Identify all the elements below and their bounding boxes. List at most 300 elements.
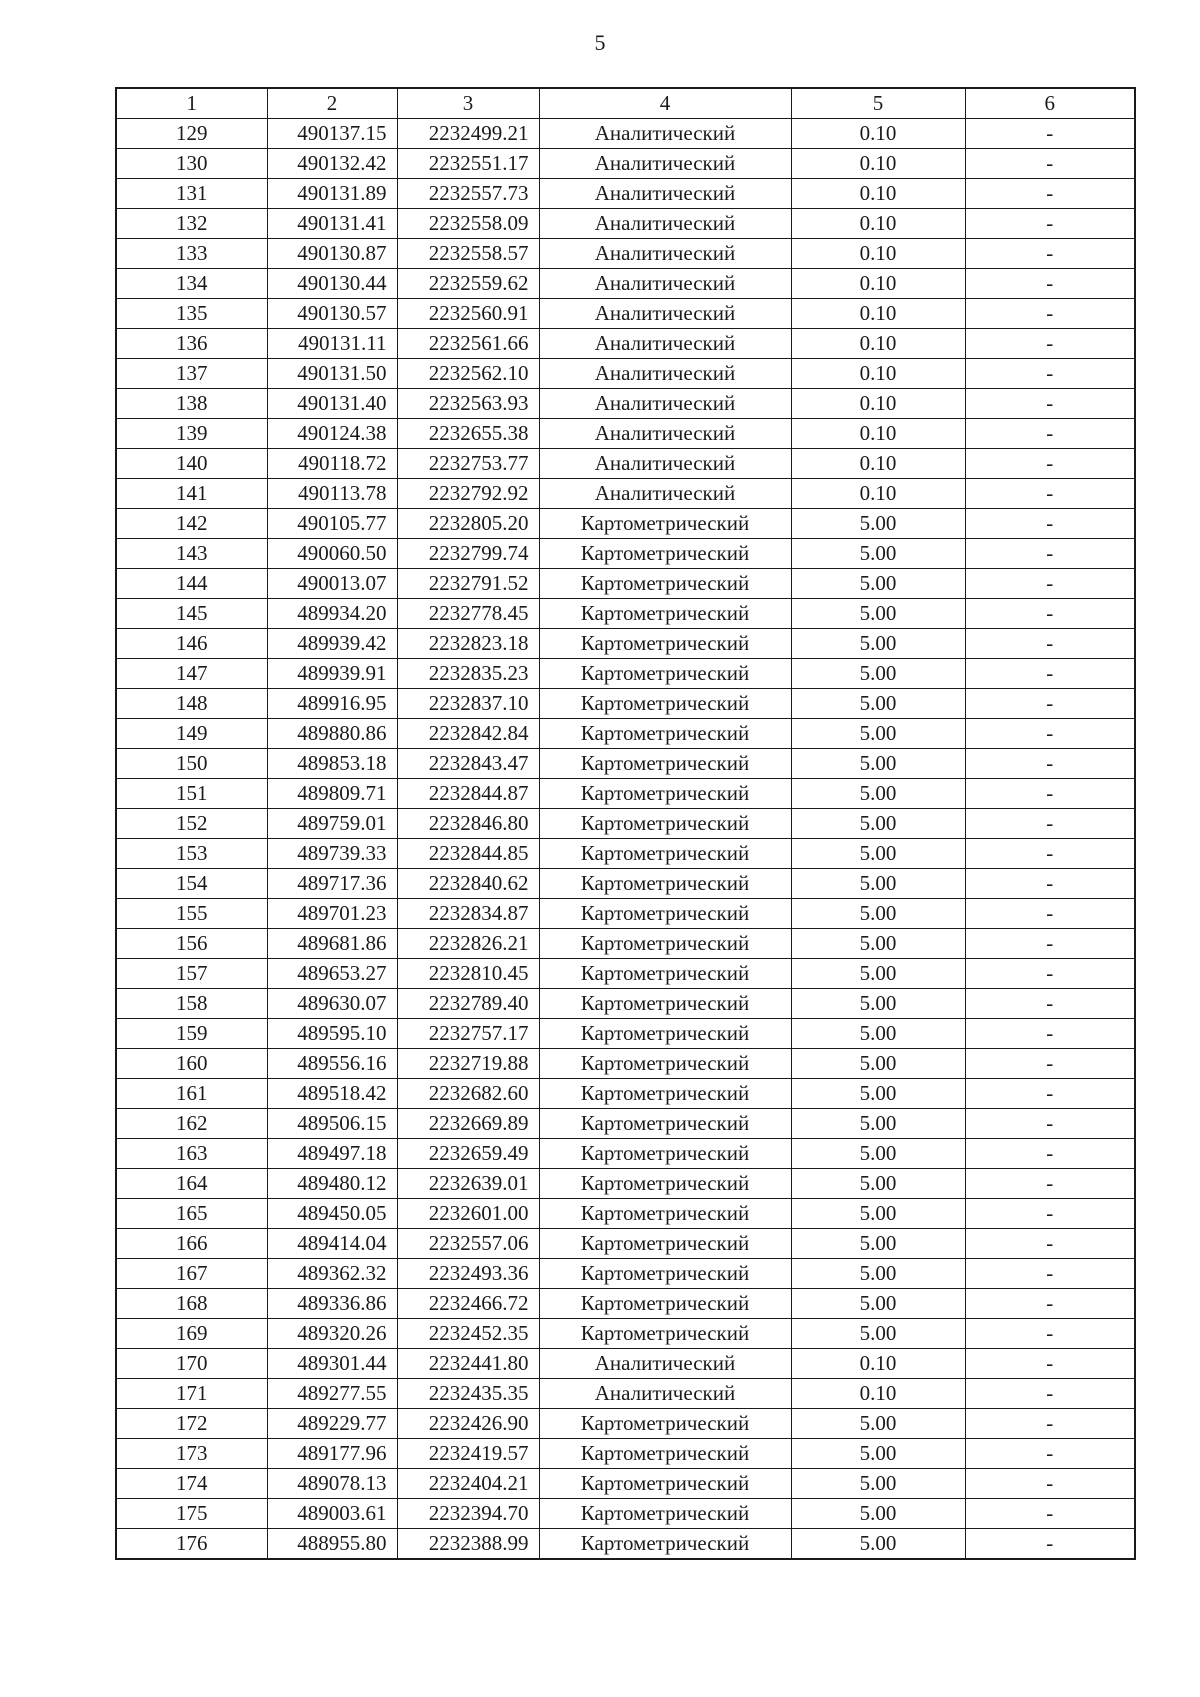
method-cell: Картометрический: [539, 1529, 791, 1560]
coordinates-table: [115, 87, 1136, 1560]
point-number-cell: 172: [116, 1409, 267, 1439]
point-number-cell: 167: [116, 1259, 267, 1289]
note-cell: -: [965, 629, 1135, 659]
point-number-cell: 150: [116, 749, 267, 779]
method-cell: Аналитический: [539, 1379, 791, 1409]
table-row: [116, 479, 1135, 509]
y-coordinate-cell: 2232799.74: [397, 539, 539, 569]
y-coordinate-cell: 2232757.17: [397, 1019, 539, 1049]
note-cell: -: [965, 359, 1135, 389]
note-cell: -: [965, 1379, 1135, 1409]
table-row: [116, 1139, 1135, 1169]
point-number-cell: 171: [116, 1379, 267, 1409]
note-cell: -: [965, 149, 1135, 179]
method-cell: Картометрический: [539, 1319, 791, 1349]
note-cell: -: [965, 1259, 1135, 1289]
x-coordinate-cell: 489362.32: [267, 1259, 397, 1289]
column-header: 4: [539, 88, 791, 119]
y-coordinate-cell: 2232837.10: [397, 689, 539, 719]
y-coordinate-cell: 2232669.89: [397, 1109, 539, 1139]
note-cell: -: [965, 1139, 1135, 1169]
method-cell: Аналитический: [539, 299, 791, 329]
y-coordinate-cell: 2232559.62: [397, 269, 539, 299]
point-number-cell: 129: [116, 119, 267, 149]
error-cell: 0.10: [791, 1379, 965, 1409]
y-coordinate-cell: 2232655.38: [397, 419, 539, 449]
error-cell: 0.10: [791, 389, 965, 419]
note-cell: -: [965, 1319, 1135, 1349]
x-coordinate-cell: 489277.55: [267, 1379, 397, 1409]
table-row: [116, 1469, 1135, 1499]
error-cell: 5.00: [791, 839, 965, 869]
y-coordinate-cell: 2232791.52: [397, 569, 539, 599]
x-coordinate-cell: 490113.78: [267, 479, 397, 509]
y-coordinate-cell: 2232551.17: [397, 149, 539, 179]
note-cell: -: [965, 239, 1135, 269]
y-coordinate-cell: 2232558.09: [397, 209, 539, 239]
y-coordinate-cell: 2232719.88: [397, 1049, 539, 1079]
point-number-cell: 166: [116, 1229, 267, 1259]
error-cell: 0.10: [791, 209, 965, 239]
x-coordinate-cell: 489480.12: [267, 1169, 397, 1199]
x-coordinate-cell: 489653.27: [267, 959, 397, 989]
column-header: 5: [791, 88, 965, 119]
y-coordinate-cell: 2232826.21: [397, 929, 539, 959]
table-row: [116, 629, 1135, 659]
error-cell: 5.00: [791, 1499, 965, 1529]
method-cell: Аналитический: [539, 239, 791, 269]
table-row: [116, 1409, 1135, 1439]
method-cell: Аналитический: [539, 479, 791, 509]
method-cell: Картометрический: [539, 659, 791, 689]
note-cell: -: [965, 479, 1135, 509]
method-cell: Аналитический: [539, 389, 791, 419]
method-cell: Картометрический: [539, 1289, 791, 1319]
table-row: [116, 1049, 1135, 1079]
note-cell: -: [965, 1049, 1135, 1079]
note-cell: -: [965, 929, 1135, 959]
table-row: [116, 119, 1135, 149]
point-number-cell: 134: [116, 269, 267, 299]
note-cell: -: [965, 749, 1135, 779]
point-number-cell: 144: [116, 569, 267, 599]
x-coordinate-cell: 489934.20: [267, 599, 397, 629]
method-cell: Картометрический: [539, 1109, 791, 1139]
note-cell: -: [965, 179, 1135, 209]
x-coordinate-cell: 490105.77: [267, 509, 397, 539]
point-number-cell: 154: [116, 869, 267, 899]
method-cell: Картометрический: [539, 1169, 791, 1199]
method-cell: Аналитический: [539, 179, 791, 209]
x-coordinate-cell: 489003.61: [267, 1499, 397, 1529]
method-cell: Картометрический: [539, 1019, 791, 1049]
y-coordinate-cell: 2232842.84: [397, 719, 539, 749]
error-cell: 0.10: [791, 179, 965, 209]
y-coordinate-cell: 2232810.45: [397, 959, 539, 989]
y-coordinate-cell: 2232493.36: [397, 1259, 539, 1289]
method-cell: Картометрический: [539, 929, 791, 959]
x-coordinate-cell: 489681.86: [267, 929, 397, 959]
table-row: [116, 269, 1135, 299]
y-coordinate-cell: 2232659.49: [397, 1139, 539, 1169]
x-coordinate-cell: 489853.18: [267, 749, 397, 779]
method-cell: Картометрический: [539, 1499, 791, 1529]
error-cell: 5.00: [791, 1229, 965, 1259]
note-cell: -: [965, 899, 1135, 929]
x-coordinate-cell: 489809.71: [267, 779, 397, 809]
column-header: 6: [965, 88, 1135, 119]
note-cell: -: [965, 569, 1135, 599]
x-coordinate-cell: 489701.23: [267, 899, 397, 929]
x-coordinate-cell: 489414.04: [267, 1229, 397, 1259]
table-row: [116, 1499, 1135, 1529]
error-cell: 5.00: [791, 869, 965, 899]
point-number-cell: 176: [116, 1529, 267, 1560]
x-coordinate-cell: 490131.41: [267, 209, 397, 239]
y-coordinate-cell: 2232835.23: [397, 659, 539, 689]
error-cell: 5.00: [791, 899, 965, 929]
x-coordinate-cell: 490131.89: [267, 179, 397, 209]
error-cell: 0.10: [791, 149, 965, 179]
note-cell: -: [965, 329, 1135, 359]
y-coordinate-cell: 2232561.66: [397, 329, 539, 359]
column-header: 2: [267, 88, 397, 119]
table-row: [116, 1109, 1135, 1139]
y-coordinate-cell: 2232557.73: [397, 179, 539, 209]
error-cell: 5.00: [791, 1289, 965, 1319]
y-coordinate-cell: 2232823.18: [397, 629, 539, 659]
point-number-cell: 155: [116, 899, 267, 929]
x-coordinate-cell: 489336.86: [267, 1289, 397, 1319]
table-row: [116, 239, 1135, 269]
error-cell: 5.00: [791, 1109, 965, 1139]
point-number-cell: 136: [116, 329, 267, 359]
note-cell: -: [965, 1229, 1135, 1259]
method-cell: Картометрический: [539, 569, 791, 599]
column-header: 3: [397, 88, 539, 119]
x-coordinate-cell: 489177.96: [267, 1439, 397, 1469]
method-cell: Картометрический: [539, 1079, 791, 1109]
error-cell: 5.00: [791, 539, 965, 569]
error-cell: 5.00: [791, 1319, 965, 1349]
x-coordinate-cell: 489916.95: [267, 689, 397, 719]
table-row: [116, 779, 1135, 809]
x-coordinate-cell: 489939.91: [267, 659, 397, 689]
method-cell: Картометрический: [539, 1199, 791, 1229]
note-cell: -: [965, 1289, 1135, 1319]
note-cell: -: [965, 269, 1135, 299]
x-coordinate-cell: 490137.15: [267, 119, 397, 149]
error-cell: 0.10: [791, 329, 965, 359]
point-number-cell: 151: [116, 779, 267, 809]
error-cell: 5.00: [791, 689, 965, 719]
x-coordinate-cell: 489497.18: [267, 1139, 397, 1169]
error-cell: 0.10: [791, 239, 965, 269]
table-header-row: [116, 88, 1135, 119]
y-coordinate-cell: 2232558.57: [397, 239, 539, 269]
method-cell: Картометрический: [539, 539, 791, 569]
y-coordinate-cell: 2232840.62: [397, 869, 539, 899]
method-cell: Картометрический: [539, 1229, 791, 1259]
x-coordinate-cell: 490131.11: [267, 329, 397, 359]
y-coordinate-cell: 2232388.99: [397, 1529, 539, 1560]
table-row: [116, 1289, 1135, 1319]
x-coordinate-cell: 488955.80: [267, 1529, 397, 1560]
table-row: [116, 719, 1135, 749]
method-cell: Аналитический: [539, 329, 791, 359]
error-cell: 5.00: [791, 1139, 965, 1169]
error-cell: 0.10: [791, 1349, 965, 1379]
y-coordinate-cell: 2232435.35: [397, 1379, 539, 1409]
y-coordinate-cell: 2232805.20: [397, 509, 539, 539]
table-row: [116, 1379, 1135, 1409]
method-cell: Картометрический: [539, 719, 791, 749]
y-coordinate-cell: 2232844.87: [397, 779, 539, 809]
table-row: [116, 869, 1135, 899]
x-coordinate-cell: 489078.13: [267, 1469, 397, 1499]
y-coordinate-cell: 2232404.21: [397, 1469, 539, 1499]
point-number-cell: 162: [116, 1109, 267, 1139]
x-coordinate-cell: 490131.50: [267, 359, 397, 389]
point-number-cell: 140: [116, 449, 267, 479]
error-cell: 5.00: [791, 989, 965, 1019]
point-number-cell: 137: [116, 359, 267, 389]
note-cell: -: [965, 509, 1135, 539]
point-number-cell: 147: [116, 659, 267, 689]
note-cell: -: [965, 809, 1135, 839]
method-cell: Картометрический: [539, 1049, 791, 1079]
error-cell: 5.00: [791, 659, 965, 689]
table-row: [116, 509, 1135, 539]
point-number-cell: 132: [116, 209, 267, 239]
error-cell: 5.00: [791, 719, 965, 749]
error-cell: 0.10: [791, 419, 965, 449]
note-cell: -: [965, 659, 1135, 689]
method-cell: Картометрический: [539, 839, 791, 869]
point-number-cell: 143: [116, 539, 267, 569]
table-body: [116, 119, 1135, 1560]
method-cell: Картометрический: [539, 899, 791, 929]
x-coordinate-cell: 489450.05: [267, 1199, 397, 1229]
method-cell: Картометрический: [539, 779, 791, 809]
error-cell: 0.10: [791, 269, 965, 299]
point-number-cell: 135: [116, 299, 267, 329]
point-number-cell: 130: [116, 149, 267, 179]
point-number-cell: 161: [116, 1079, 267, 1109]
note-cell: -: [965, 419, 1135, 449]
method-cell: Аналитический: [539, 1349, 791, 1379]
point-number-cell: 131: [116, 179, 267, 209]
note-cell: -: [965, 1499, 1135, 1529]
note-cell: -: [965, 869, 1135, 899]
table-row: [116, 1259, 1135, 1289]
x-coordinate-cell: 490118.72: [267, 449, 397, 479]
y-coordinate-cell: 2232778.45: [397, 599, 539, 629]
error-cell: 5.00: [791, 1049, 965, 1079]
x-coordinate-cell: 490130.87: [267, 239, 397, 269]
method-cell: Картометрический: [539, 1139, 791, 1169]
point-number-cell: 139: [116, 419, 267, 449]
error-cell: 5.00: [791, 1169, 965, 1199]
table-row: [116, 959, 1135, 989]
error-cell: 5.00: [791, 1439, 965, 1469]
x-coordinate-cell: 489320.26: [267, 1319, 397, 1349]
error-cell: 0.10: [791, 359, 965, 389]
table-row: [116, 1319, 1135, 1349]
point-number-cell: 156: [116, 929, 267, 959]
note-cell: -: [965, 1469, 1135, 1499]
y-coordinate-cell: 2232789.40: [397, 989, 539, 1019]
note-cell: -: [965, 839, 1135, 869]
note-cell: -: [965, 449, 1135, 479]
table-row: [116, 389, 1135, 419]
point-number-cell: 158: [116, 989, 267, 1019]
x-coordinate-cell: 490124.38: [267, 419, 397, 449]
table-row: [116, 149, 1135, 179]
note-cell: -: [965, 1169, 1135, 1199]
x-coordinate-cell: 489595.10: [267, 1019, 397, 1049]
method-cell: Аналитический: [539, 209, 791, 239]
error-cell: 0.10: [791, 119, 965, 149]
point-number-cell: 164: [116, 1169, 267, 1199]
method-cell: Картометрический: [539, 869, 791, 899]
y-coordinate-cell: 2232682.60: [397, 1079, 539, 1109]
table-row: [116, 599, 1135, 629]
error-cell: 5.00: [791, 1409, 965, 1439]
error-cell: 5.00: [791, 509, 965, 539]
note-cell: -: [965, 1349, 1135, 1379]
point-number-cell: 146: [116, 629, 267, 659]
y-coordinate-cell: 2232560.91: [397, 299, 539, 329]
table-row: [116, 1079, 1135, 1109]
note-cell: -: [965, 1079, 1135, 1109]
error-cell: 5.00: [791, 629, 965, 659]
table-row: [116, 689, 1135, 719]
point-number-cell: 152: [116, 809, 267, 839]
y-coordinate-cell: 2232844.85: [397, 839, 539, 869]
error-cell: 0.10: [791, 479, 965, 509]
table-row: [116, 659, 1135, 689]
table-row: [116, 809, 1135, 839]
y-coordinate-cell: 2232563.93: [397, 389, 539, 419]
table-row: [116, 1349, 1135, 1379]
error-cell: 5.00: [791, 1079, 965, 1109]
error-cell: 5.00: [791, 569, 965, 599]
x-coordinate-cell: 489518.42: [267, 1079, 397, 1109]
y-coordinate-cell: 2232562.10: [397, 359, 539, 389]
error-cell: 5.00: [791, 809, 965, 839]
point-number-cell: 142: [116, 509, 267, 539]
x-coordinate-cell: 490131.40: [267, 389, 397, 419]
x-coordinate-cell: 490060.50: [267, 539, 397, 569]
table-row: [116, 569, 1135, 599]
method-cell: Аналитический: [539, 449, 791, 479]
method-cell: Картометрический: [539, 509, 791, 539]
table-row: [116, 839, 1135, 869]
table-row: [116, 929, 1135, 959]
point-number-cell: 157: [116, 959, 267, 989]
table-row: [116, 539, 1135, 569]
y-coordinate-cell: 2232452.35: [397, 1319, 539, 1349]
error-cell: 5.00: [791, 779, 965, 809]
table-row: [116, 419, 1135, 449]
table-row: [116, 449, 1135, 479]
error-cell: 0.10: [791, 299, 965, 329]
note-cell: -: [965, 719, 1135, 749]
error-cell: 0.10: [791, 449, 965, 479]
y-coordinate-cell: 2232557.06: [397, 1229, 539, 1259]
point-number-cell: 145: [116, 599, 267, 629]
method-cell: Аналитический: [539, 269, 791, 299]
x-coordinate-cell: 489229.77: [267, 1409, 397, 1439]
x-coordinate-cell: 489717.36: [267, 869, 397, 899]
y-coordinate-cell: 2232441.80: [397, 1349, 539, 1379]
method-cell: Картометрический: [539, 689, 791, 719]
error-cell: 5.00: [791, 1259, 965, 1289]
table-row: [116, 1169, 1135, 1199]
table-row: [116, 899, 1135, 929]
point-number-cell: 174: [116, 1469, 267, 1499]
method-cell: Картометрический: [539, 1439, 791, 1469]
method-cell: Картометрический: [539, 629, 791, 659]
method-cell: Картометрический: [539, 989, 791, 1019]
x-coordinate-cell: 489506.15: [267, 1109, 397, 1139]
table-row: [116, 179, 1135, 209]
x-coordinate-cell: 489939.42: [267, 629, 397, 659]
note-cell: -: [965, 1199, 1135, 1229]
note-cell: -: [965, 1109, 1135, 1139]
point-number-cell: 160: [116, 1049, 267, 1079]
note-cell: -: [965, 1019, 1135, 1049]
table-row: [116, 749, 1135, 779]
note-cell: -: [965, 1529, 1135, 1560]
method-cell: Аналитический: [539, 419, 791, 449]
point-number-cell: 153: [116, 839, 267, 869]
error-cell: 5.00: [791, 1469, 965, 1499]
note-cell: -: [965, 299, 1135, 329]
error-cell: 5.00: [791, 929, 965, 959]
y-coordinate-cell: 2232753.77: [397, 449, 539, 479]
y-coordinate-cell: 2232466.72: [397, 1289, 539, 1319]
y-coordinate-cell: 2232846.80: [397, 809, 539, 839]
note-cell: -: [965, 539, 1135, 569]
point-number-cell: 148: [116, 689, 267, 719]
error-cell: 5.00: [791, 1019, 965, 1049]
note-cell: -: [965, 119, 1135, 149]
method-cell: Картометрический: [539, 749, 791, 779]
y-coordinate-cell: 2232394.70: [397, 1499, 539, 1529]
error-cell: 5.00: [791, 599, 965, 629]
x-coordinate-cell: 490132.42: [267, 149, 397, 179]
method-cell: Аналитический: [539, 119, 791, 149]
note-cell: -: [965, 1439, 1135, 1469]
x-coordinate-cell: 489556.16: [267, 1049, 397, 1079]
table-row: [116, 299, 1135, 329]
y-coordinate-cell: 2232639.01: [397, 1169, 539, 1199]
error-cell: 5.00: [791, 1199, 965, 1229]
method-cell: Картометрический: [539, 599, 791, 629]
x-coordinate-cell: 490130.57: [267, 299, 397, 329]
table-row: [116, 359, 1135, 389]
x-coordinate-cell: 490013.07: [267, 569, 397, 599]
page-number: 5: [594, 30, 606, 55]
point-number-cell: 173: [116, 1439, 267, 1469]
x-coordinate-cell: 489739.33: [267, 839, 397, 869]
point-number-cell: 170: [116, 1349, 267, 1379]
table-row: [116, 1019, 1135, 1049]
x-coordinate-cell: 489301.44: [267, 1349, 397, 1379]
column-header: 1: [116, 88, 267, 119]
